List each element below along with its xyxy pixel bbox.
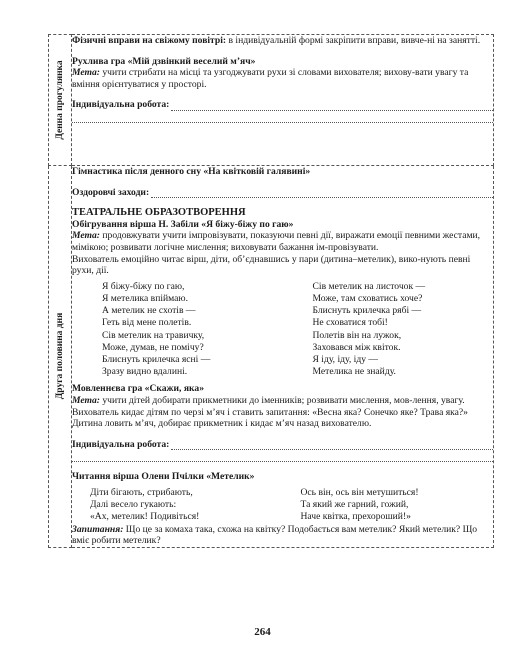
individual-work-label: Індивідуальна робота: bbox=[72, 99, 170, 111]
exercise-text: в індивідуальній формі закріпити вправи, вивче-ні на занятті. bbox=[226, 35, 481, 46]
day-walk-label: Денна прогулянка bbox=[55, 60, 65, 140]
teacher-text: Вихователь емоційно читає вірш, діти, об’єднавшись у пари (дитина–метелик), вико-нують певні рухи, дії. bbox=[72, 253, 471, 277]
poem-right-line: Не сховатися тобі! bbox=[312, 317, 388, 329]
reading-left-line: «Ах, метелик! Подивіться! bbox=[90, 511, 200, 523]
goal-label: Мета: bbox=[72, 67, 100, 79]
health-line bbox=[151, 188, 493, 198]
individual-work-line bbox=[171, 101, 493, 111]
reading-right-line: Та який же гарний, гожий, bbox=[300, 499, 409, 511]
poem-left-line: Блиснуть крилечка ясні — bbox=[102, 353, 211, 365]
poem bbox=[72, 281, 493, 379]
day-walk-row bbox=[49, 35, 494, 166]
poem-right-line: Я іду, іду, іду — bbox=[312, 353, 378, 365]
poem-right-line: Може, там сховатись хоче? bbox=[312, 292, 423, 304]
poem-left-line: А метелик не схотів — bbox=[102, 305, 196, 317]
poem-left-line: Я метелика впіймаю. bbox=[102, 292, 188, 304]
day-walk-label-cell bbox=[49, 35, 72, 166]
speech-goal-label: Мета: bbox=[72, 394, 100, 406]
individual-work-line-3 bbox=[171, 440, 493, 450]
second-half-row bbox=[49, 166, 494, 548]
reading-left-column bbox=[72, 487, 283, 524]
day-walk-content bbox=[72, 35, 494, 166]
second-half-content bbox=[72, 166, 494, 548]
reading-poem bbox=[72, 487, 493, 524]
second-half-label-cell bbox=[49, 166, 72, 548]
poem-left-line: Може, думав, не помічу? bbox=[102, 341, 204, 353]
poem-left-line: Геть від мене полетів. bbox=[102, 317, 192, 329]
poem-goal-text: продовжувати учити імпровізувати, показуючи певні дії, виражати емоції певними жестами, мімікою; розвивати логічне мислення; виховувати бажання ім-провізувати. bbox=[72, 230, 481, 253]
individual-work-label-2: Індивідуальна робота: bbox=[72, 438, 170, 450]
questions-label: Запитання: bbox=[72, 523, 124, 535]
health-label: Оздоровчі заходи: bbox=[72, 186, 150, 198]
reading-right-column bbox=[283, 487, 494, 524]
exercise-label: Фізичні вправи на свіжому повітрі: bbox=[72, 35, 227, 46]
poem-right-line: Заховався між квіток. bbox=[312, 341, 401, 353]
individual-work-line-4 bbox=[72, 450, 493, 462]
page-number: 264 bbox=[254, 626, 271, 638]
reading-right-line: Наче квітка, прехороший!» bbox=[300, 511, 411, 523]
plan-table bbox=[48, 34, 494, 548]
goal-text: учити стрибати на місці та узгоджувати рухи зі словами вихователя; вихову-вати увагу та вміння орієнтуватися у просторі. bbox=[72, 67, 469, 90]
individual-work-line-2 bbox=[72, 111, 493, 123]
speech-goal-text: учити дітей добирати прикметники до іменників; розвивати мислення, мов-лення, увагу. bbox=[99, 394, 465, 406]
poem-right-line: Полетів він на лужок, bbox=[312, 329, 402, 341]
poem-right-line: Метелика не знайду. bbox=[312, 366, 396, 378]
poem-right-line: Сів метелик на листочок — bbox=[312, 280, 426, 292]
poem-right-column bbox=[283, 281, 494, 379]
reading-title: Читання вірша Олени Пчілки «Метелик» bbox=[72, 471, 255, 483]
poem-title: Обігрування вірша Н. Забіли «Я біжу-біжу по гаю» bbox=[72, 218, 294, 230]
poem-left-line: Зразу видно вдалині. bbox=[102, 366, 188, 378]
questions-text: Що це за комаха така, схожа на квітку? Подобається вам метелик? Який метелик? Що вміє робити метелик? bbox=[72, 523, 478, 547]
gymnastics-title: Гімнастика після денного сну «На квітковій галявині» bbox=[72, 166, 311, 177]
game-title: Рухлива гра «Мій дзвінкий веселий м’яч» bbox=[72, 55, 256, 67]
poem-left-line: Сів метелик на травичку, bbox=[102, 329, 205, 341]
theatre-heading: ТЕАТРАЛЬНЕ ОБРАЗОТВОРЕННЯ bbox=[72, 207, 246, 219]
reading-left-line: Діти бігають, стрибають, bbox=[90, 486, 193, 498]
poem-goal-label: Мета: bbox=[72, 230, 100, 242]
poem-right-line: Блиснуть крилечка рябі — bbox=[312, 305, 422, 317]
reading-left-line: Далі весело гукають: bbox=[90, 499, 177, 511]
poem-left-line: Я біжу-біжу по гаю, bbox=[102, 280, 185, 292]
second-half-label: Друга половина дня bbox=[55, 313, 65, 400]
speech-text: Вихователь кидає дітям по черзі м’яч і ставить запитання: «Весна яка? Сонечко яке? Трава яка?» Дитина ловить м’яч, добирає прикметник і кидає м’яч назад вихователю. bbox=[72, 406, 468, 430]
poem-left-column bbox=[72, 281, 283, 379]
speech-game-title: Мовленнєва гра «Скажи, яка» bbox=[72, 383, 204, 395]
reading-right-line: Ось він, ось він метушиться! bbox=[300, 486, 419, 498]
